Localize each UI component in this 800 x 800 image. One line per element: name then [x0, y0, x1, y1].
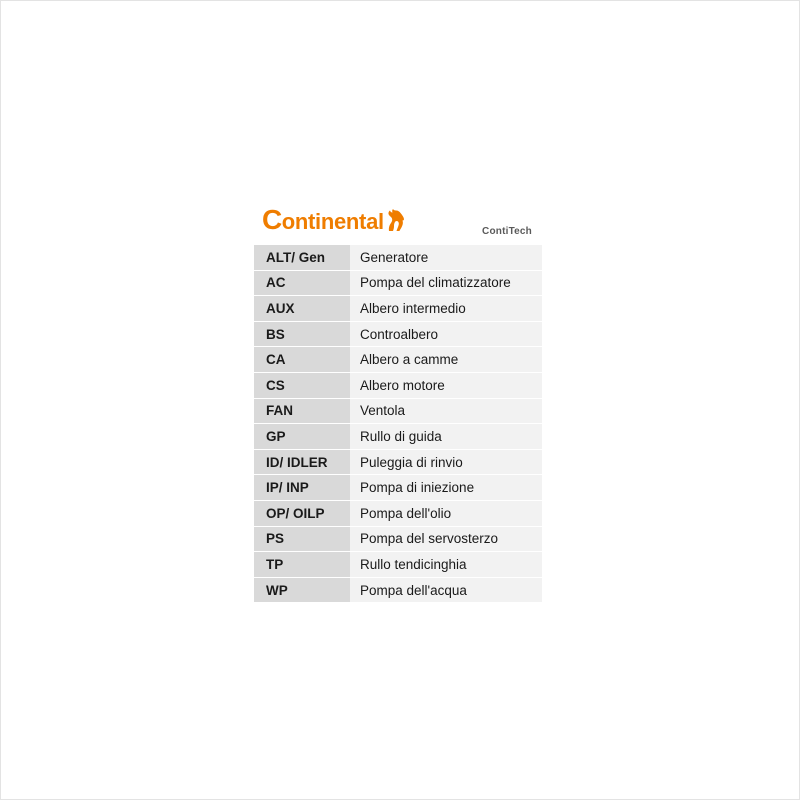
horse-icon: [387, 209, 404, 231]
legend-code: IP/ INP: [254, 475, 350, 501]
legend-table: [254, 244, 542, 603]
table-row: [254, 372, 542, 398]
table-row: [254, 449, 542, 475]
brand-wordmark-text: ontinental: [281, 209, 384, 234]
table-row: [254, 500, 542, 526]
brand-initial: C: [262, 204, 282, 235]
legend-code: OP/ OILP: [254, 500, 350, 526]
legend-description: Puleggia di rinvio: [350, 449, 542, 475]
legend-code: TP: [254, 552, 350, 578]
legend-description: Albero intermedio: [350, 296, 542, 322]
table-row: [254, 347, 542, 373]
table-row: [254, 398, 542, 424]
legend-code: PS: [254, 526, 350, 552]
legend-description: Albero motore: [350, 372, 542, 398]
legend-description: Pompa del servosterzo: [350, 526, 542, 552]
table-row: [254, 552, 542, 578]
table-row: [254, 270, 542, 296]
legend-code: CA: [254, 347, 350, 373]
legend-code: FAN: [254, 398, 350, 424]
legend-description: Pompa dell'acqua: [350, 577, 542, 603]
legend-description: Rullo tendicinghia: [350, 552, 542, 578]
brand-header: [254, 196, 542, 244]
legend-description: Generatore: [350, 245, 542, 271]
legend-code: BS: [254, 321, 350, 347]
legend-description: Albero a camme: [350, 347, 542, 373]
legend-code: GP: [254, 424, 350, 450]
table-row: [254, 296, 542, 322]
contitech-subbrand: ContiTech: [482, 226, 532, 237]
table-row: [254, 475, 542, 501]
legend-code: WP: [254, 577, 350, 603]
table-row: [254, 245, 542, 271]
legend-description: Rullo di guida: [350, 424, 542, 450]
legend-code: AUX: [254, 296, 350, 322]
legend-card: [254, 196, 542, 603]
table-row: [254, 526, 542, 552]
table-row: [254, 424, 542, 450]
legend-description: Pompa del climatizzatore: [350, 270, 542, 296]
table-row: [254, 577, 542, 603]
legend-description: Pompa di iniezione: [350, 475, 542, 501]
legend-description: Controalbero: [350, 321, 542, 347]
legend-code: AC: [254, 270, 350, 296]
continental-logo: [262, 206, 404, 234]
table-row: [254, 321, 542, 347]
legend-code: CS: [254, 372, 350, 398]
legend-code: ALT/ Gen: [254, 245, 350, 271]
legend-code: ID/ IDLER: [254, 449, 350, 475]
legend-description: Ventola: [350, 398, 542, 424]
legend-description: Pompa dell'olio: [350, 500, 542, 526]
